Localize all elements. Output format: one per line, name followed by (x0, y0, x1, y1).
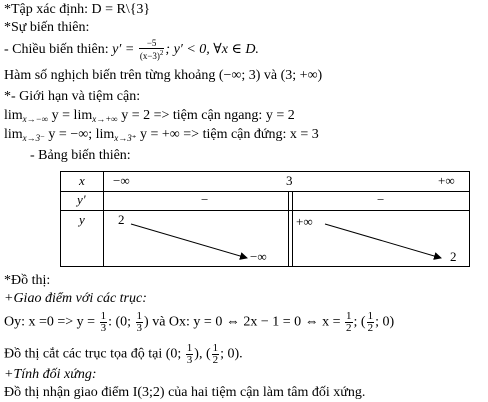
ox-point-open: ; ( (353, 314, 366, 330)
frac-one-half-c (212, 343, 220, 366)
frac-num: 1 (100, 310, 107, 322)
derivative-fraction (139, 39, 165, 61)
oy-equation: Oy: x =0 => y = (4, 314, 99, 330)
frac-den: 3 (136, 322, 143, 334)
table-x-label: x (79, 173, 85, 188)
table-yprime-right-sign: − (377, 192, 385, 207)
horizontal-asymptote-line (4, 107, 295, 128)
symmetry-heading: +Tính đối xứng: (4, 367, 97, 382)
table-arrows (61, 172, 471, 268)
derivative-label: - Chiều biến thiên: (4, 42, 113, 58)
derivative-denominator-exp: 2 (159, 49, 164, 57)
derivative-condition: ; y′ < 0, ∀x ∈ D. (165, 42, 259, 58)
frac-num: 1 (212, 342, 219, 354)
lim-3: lim (4, 127, 23, 142)
variation-table-heading: - Bảng biến thiên: (30, 148, 131, 163)
table-x-pos-inf: +∞ (438, 173, 455, 188)
lim-4: y = −∞; lim (44, 127, 115, 142)
graph-heading: *Đồ thị: (4, 273, 51, 288)
lim-2: y = lim (48, 108, 93, 123)
lim-1-sub: x→−∞ (22, 114, 49, 124)
table-yprime-label: y' (77, 192, 86, 207)
derivative-line (4, 39, 259, 61)
table-y-left-bottom: −∞ (250, 249, 267, 264)
table-y-label: y (79, 212, 85, 227)
intersections-heading: +Giao điểm với các trục: (4, 291, 147, 306)
frac-num: 1 (346, 310, 352, 322)
frac-one-third-a (100, 311, 108, 334)
lim-3-sub: x→3⁻ (22, 133, 45, 143)
horizontal-asymptote-text: y = 2 => tiệm cận ngang: y = 2 (117, 108, 295, 123)
intersections-line (4, 311, 394, 334)
table-x-neg-inf: −∞ (113, 173, 130, 188)
table-y-right-top: +∞ (296, 214, 313, 229)
table-yprime-left-sign: − (201, 192, 209, 207)
frac-den: 2 (212, 354, 219, 366)
frac-den: 3 (100, 322, 107, 334)
table-y-left-top: 2 (118, 212, 125, 227)
table-y-right-bottom: 2 (450, 249, 457, 264)
point-sep: ), ( (194, 346, 211, 362)
frac-one-third-b (136, 311, 144, 334)
axis-points-line (4, 343, 243, 366)
frac-den: 3 (186, 354, 193, 366)
derivative-denominator (139, 49, 165, 61)
variation-table (60, 171, 470, 267)
point-b-close: ; 0). (220, 346, 243, 362)
vertical-asymptote-text: y = +∞ => tiệm cận đứng: x = 3 (136, 127, 319, 142)
lim-4-sub: x→3⁺ (114, 133, 137, 143)
derivative-numerator: −5 (139, 39, 165, 49)
derivative-expr: y′ = (112, 42, 138, 58)
frac-one-third-c (186, 343, 194, 366)
table-arrow-right (325, 224, 441, 258)
symmetry-line: Đồ thị nhận giao điểm I(3;2) của hai tiệm cận làm tâm đối xứng. (4, 385, 366, 400)
frac-den: 2 (367, 322, 374, 334)
frac-one-half-a (345, 311, 353, 334)
oy-point-open: : (0; (108, 314, 135, 330)
ox-equation: ) và Ox: y = 0 ⇔ 2x − 1 = 0 ⇔ x = (144, 314, 345, 330)
variation-heading: *Sự biến thiên: (4, 20, 90, 35)
domain-line: *Tập xác định: D = R\{3} (4, 2, 151, 17)
frac-den: 2 (346, 322, 352, 334)
lim-1: lim (4, 108, 23, 123)
frac-num: 1 (367, 310, 374, 322)
ox-point-close: ; 0) (375, 314, 395, 330)
monotonic-line: Hàm số nghịch biến trên từng khoảng (−∞; 3) và (3; +∞) (4, 68, 323, 83)
vertical-asymptote-line (4, 126, 319, 147)
derivative-denominator-base: (x−3) (139, 51, 160, 61)
table-x-3: 3 (286, 173, 293, 188)
frac-one-half-b (367, 311, 375, 334)
table-arrow-left (131, 224, 247, 258)
axis-points-label: Đồ thị cắt các trục tọa độ tại (4, 346, 166, 362)
limits-heading: *- Giới hạn và tiệm cận: (4, 89, 141, 104)
lim-2-sub: x→+∞ (92, 114, 118, 124)
frac-num: 1 (136, 310, 143, 322)
frac-num: 1 (186, 342, 193, 354)
point-a-open: (0; (165, 346, 185, 362)
